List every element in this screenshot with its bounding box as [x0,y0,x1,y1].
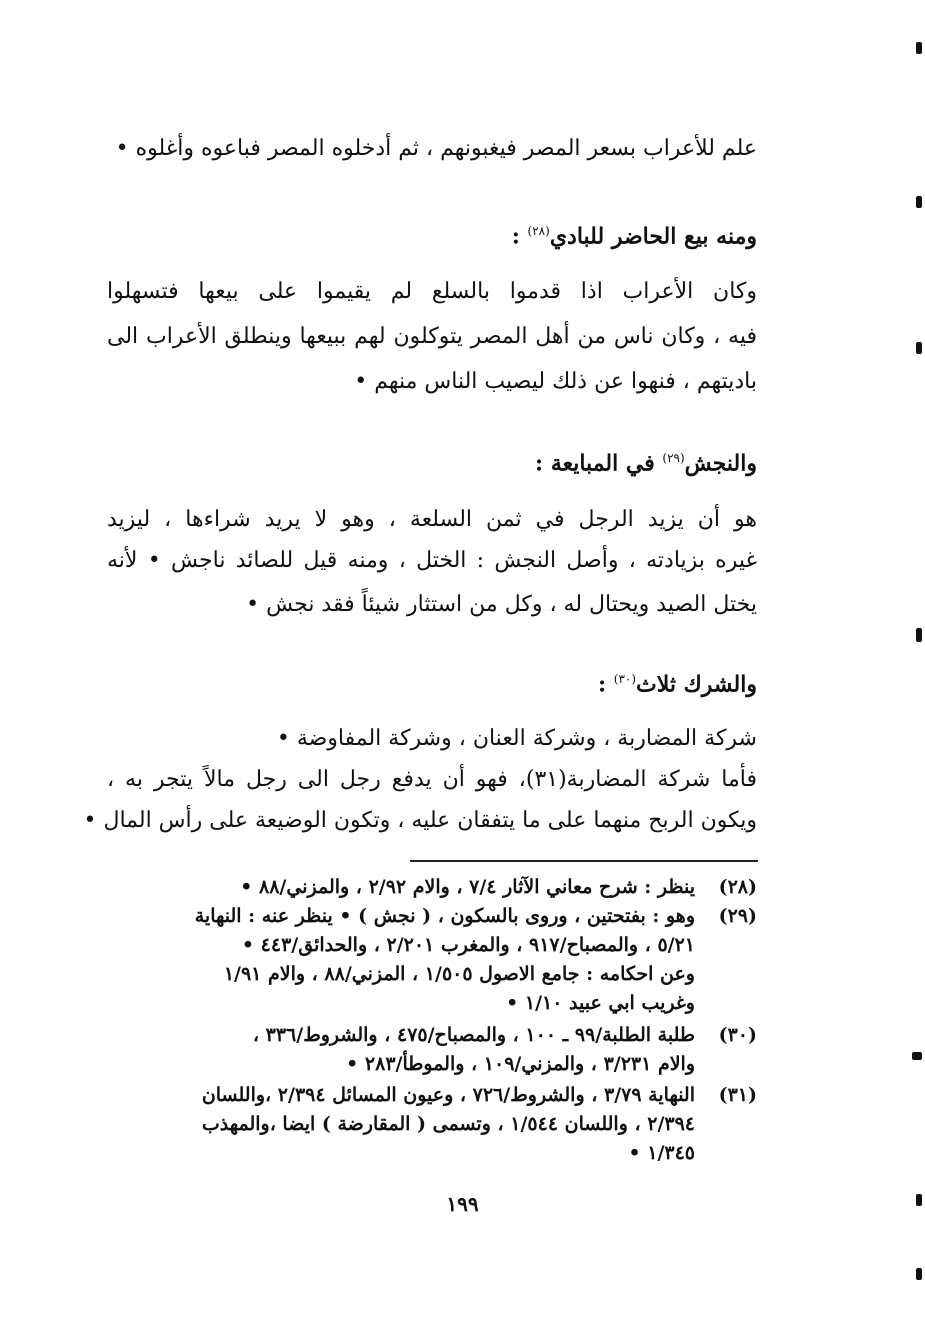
body-line: يختل الصيد ويحتال له ، وكل من استثار شيئاً فقد نجش • [246,592,757,617]
footnote-ref: (٢٨) [527,224,550,238]
body-line: غيره بزيادته ، وأصل النجش : الختل ، ومنه قيل للصائد ناجش • لأنه [107,548,757,573]
heading-tail: : [511,223,528,250]
body-line: فأما شركة المضاربة(٣١)، فهو أن يدفع رجل الى رجل مالاً يتجر به ، [107,767,757,792]
section-heading [512,216,757,251]
heading-tail: في المبايعة : [535,450,663,477]
heading-text: والنجش [684,450,757,477]
heading-text: والشرك ثلاث [636,671,757,698]
footnote-line: ينظر : شرح معاني الآثار ٧/٤ ، والام ٢/٩٢ ، والمزني/٨٨ • [240,876,695,898]
heading-text: ومنه بيع الحاضر للبادي [549,223,757,250]
binding-mark [916,628,922,642]
footnote-line: وعن احكامه : جامع الاصول ١/٥٠٥ ، المزني/٨٨ ، والام ١/٩١ [223,963,695,985]
body-line: وكان الأعراب اذا قدموا بالسلع لم يقيموا على بيعها فتسهلوا [107,279,758,304]
footnote-ref: (٢٩) [662,451,685,465]
footnote-line: ٢/٣٩٤ ، واللسان ١/٥٤٤ ، وتسمى ( المقارضة ) ايضا ،والمهذب [201,1113,695,1135]
footnote-line: ١/٣٤٥ • [628,1142,695,1164]
body-line: فيه ، وكان ناس من أهل المصر يتوكلون لهم ببيعها وينطلق الأعراب الى [107,324,757,349]
binding-mark [916,42,922,54]
binding-mark [916,342,922,354]
footnote-number: (٢٨) [718,876,757,898]
body-line: هو أن يزيد الرجل في ثمن السلعة ، وهو لا يريد شراءها ، ليزيد [107,507,757,532]
binding-mark [912,1052,922,1060]
page-number: ١٩٩ [446,1192,479,1216]
section-heading [535,443,757,478]
footnote-number: (٣١) [718,1084,757,1106]
body-line: باديتهم ، فنهوا عن ذلك ليصيب الناس منهم • [354,369,757,394]
binding-mark [916,1268,922,1280]
footnote-number: (٣٠) [718,1024,757,1046]
footnote-ref: (٣٠) [613,672,637,686]
footnote-line: النهاية ٣/٧٩ ، والشروط/٧٢٦ ، وعيون المسائل ٢/٣٩٤ ،واللسان [201,1084,695,1106]
section-heading [598,664,757,699]
footnote-line: طلبة الطلبة/٩٩ ـ ١٠٠ ، والمصباح/٤٧٥ ، والشروط/٣٣٦ ، [252,1024,695,1046]
body-line: شركة المضاربة ، وشركة العنان ، وشركة المفاوضة • [276,726,757,751]
heading-tail: : [597,671,614,698]
body-line: علم للأعراب بسعر المصر فيغبونهم ، ثم أدخلوه المصر فباعوه وأغلوه • [115,136,757,161]
binding-mark [916,196,922,208]
footnote-number: (٢٩) [718,905,757,927]
footnote-separator [410,860,758,862]
binding-mark [916,1194,922,1206]
footnote-line: والام ٣/٢٣١ ، والمزني/١٠٩ ، والموطأ/٢٨٣ • [346,1053,695,1075]
body-line: ويكون الربح منهما على ما يتفقان عليه ، وتكون الوضيعة على رأس المال • [83,808,757,833]
footnote-line: وغريب ابي عبيد ١/١٠ • [506,992,695,1014]
footnote-line: وهو : بفتحتين ، وروى بالسكون ، ( نجش ) • ينظر عنه : النهاية [194,905,695,927]
footnote-line: ٥/٢١ ، والمصباح/٩١٧ ، والمغرب ٢/٢٠١ ، والحدائق/٤٤٣ • [241,934,695,956]
